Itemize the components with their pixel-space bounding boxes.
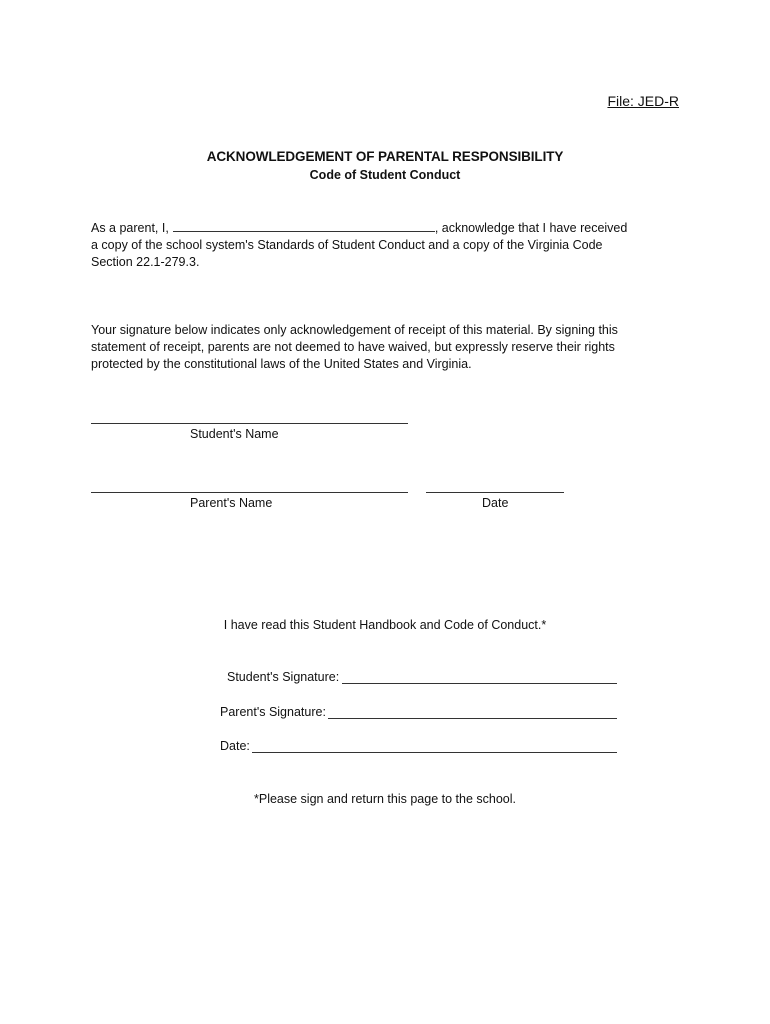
student-signature-line[interactable] <box>342 683 617 684</box>
parent-name-line[interactable] <box>91 492 408 493</box>
parent-name-label: Parent's Name <box>190 496 273 510</box>
parent-name-blank[interactable] <box>173 219 435 232</box>
date-line[interactable] <box>426 492 564 493</box>
document-title: ACKNOWLEDGEMENT OF PARENTAL RESPONSIBILITY <box>206 149 564 164</box>
acknowledgement-prefix: As a parent, I, <box>91 221 169 235</box>
acknowledgement-suffix: , acknowledge that I have <box>434 221 577 235</box>
file-label: File: JED-R <box>607 93 679 109</box>
document-subtitle: Code of Student Conduct <box>309 168 461 182</box>
signature-date-line[interactable] <box>252 752 617 753</box>
parent-signature-line[interactable] <box>328 718 617 719</box>
signature-date-label: Date: <box>220 739 250 753</box>
parent-signature-label: Parent's Signature: <box>220 705 326 719</box>
student-name-line[interactable] <box>91 423 408 424</box>
student-signature-label: Student's Signature: <box>227 670 340 684</box>
footer-note: *Please sign and return this page to the school. <box>254 792 516 806</box>
acknowledgement-paragraph <box>91 219 631 271</box>
signature-notice-paragraph: Your signature below indicates only acknowledgement of receipt of this material. By signing this statement of receipt, parents are not deemed to have waived, but expressly reserve their rights protected by the constitutional laws of the United States and Virginia. <box>91 323 618 371</box>
student-name-label: Student's Name <box>190 427 279 441</box>
date-label: Date <box>482 496 509 510</box>
acknowledgement-rest: received a copy of the school system's Standards of Student Conduct and a copy of the Virginia Code Section 22.1-279.3. <box>91 221 628 269</box>
handbook-statement: I have read this Student Handbook and Code of Conduct.* <box>223 618 547 632</box>
